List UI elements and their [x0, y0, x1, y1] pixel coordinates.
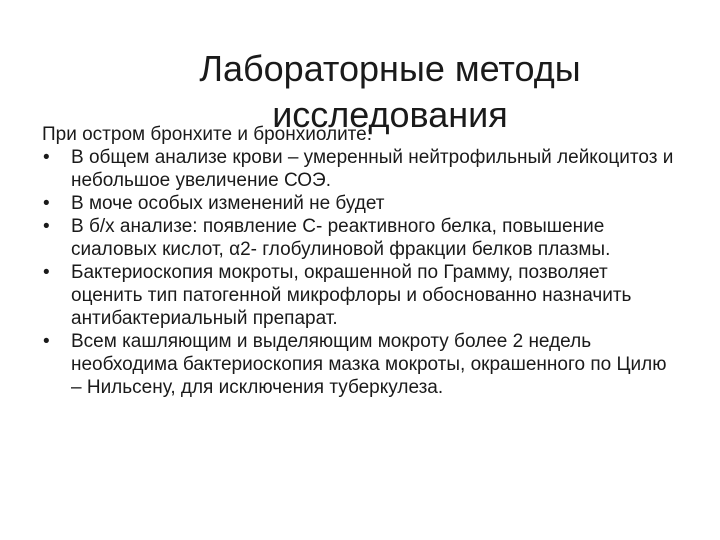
bullet-icon: • [43, 147, 50, 168]
list-item [42, 192, 682, 215]
bullet-icon: • [43, 193, 50, 214]
intro-text: При остром бронхите и бронхиолите: [42, 124, 373, 145]
list-item [42, 146, 682, 192]
list-item-text: Всем кашляющим и выделяющим мокроту более 2 недель необходима бактериоскопия мазка мокроты, окрашенного по Цилю – Нильсену, для исключения туберкулеза. [71, 331, 667, 398]
list-item-text: В общем анализе крови – умеренный нейтрофильный лейкоцитоз и небольшое увеличение СОЭ. [71, 147, 674, 191]
bullet-icon: • [43, 262, 50, 283]
slide-body [42, 123, 682, 399]
list-item [42, 261, 682, 330]
bullet-icon: • [43, 216, 50, 237]
list-item-text: В моче особых изменений не будет [71, 193, 385, 214]
list-item [42, 330, 682, 399]
bullet-list [42, 146, 682, 399]
title-line-2: исследования [272, 94, 508, 136]
list-item-text: В б/х анализе: появление С- реактивного белка, повышение сиаловых кислот, α2- глобулиновой фракции белков плазмы. [71, 216, 611, 260]
title-line-1: Лабораторные методы [199, 48, 581, 90]
bullet-icon: • [43, 331, 50, 352]
list-item-text: Бактериоскопия мокроты, окрашенной по Грамму, позволяет оценить тип патогенной микрофлоры и обоснованно назначить антибактериальный препарат. [71, 262, 632, 329]
list-item [42, 215, 682, 261]
